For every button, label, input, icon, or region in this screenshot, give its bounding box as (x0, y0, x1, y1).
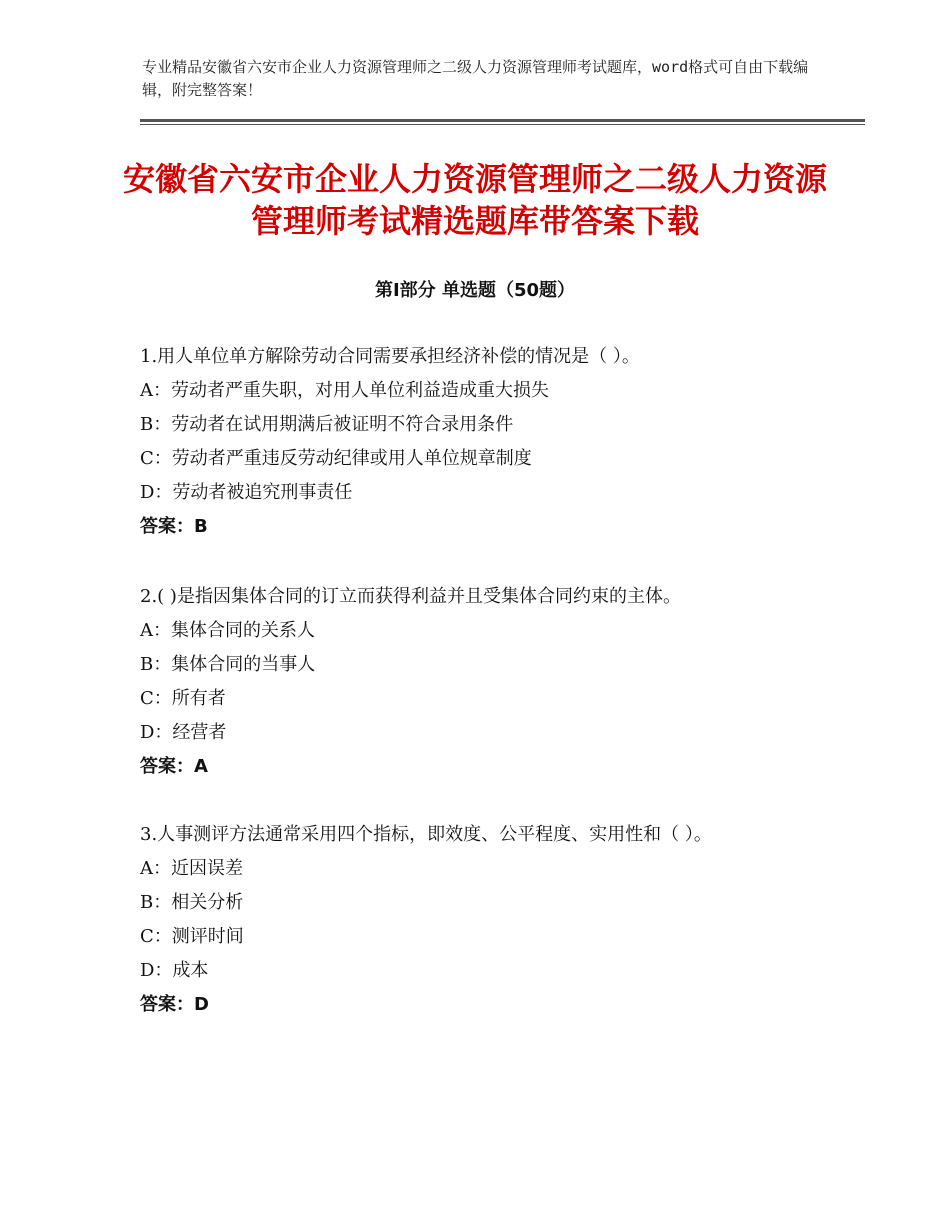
question-stem: 3.人事测评方法通常采用四个指标，即效度、公平程度、实用性和（ ）。 (140, 824, 712, 845)
question-stem: 2.( )是指因集体合同的订立而获得利益并且受集体合同约束的主体。 (140, 586, 681, 607)
option-d: D：成本 (140, 960, 209, 981)
option-c: C：测评时间 (140, 926, 244, 947)
section-title: 第Ⅰ部分 单选题（50题） (374, 280, 575, 301)
option-a: A：近因误差 (140, 858, 243, 879)
option-d: D：经营者 (140, 722, 227, 743)
answer: 答案：A (140, 756, 208, 777)
option-b: B：集体合同的当事人 (140, 654, 316, 675)
option-a: A：集体合同的关系人 (140, 620, 315, 641)
answer: 答案：B (140, 516, 208, 537)
option-b: B：劳动者在试用期满后被证明不符合录用条件 (140, 414, 514, 435)
option-c: C：所有者 (140, 688, 226, 709)
document-title: 安徽省六安市企业人力资源管理师之二级人力资源管理师考试精选题库带答案下载 (122, 160, 827, 240)
question-stem: 1.用人单位单方解除劳动合同需要承担经济补偿的情况是（ ）。 (140, 346, 640, 367)
option-a: A：劳动者严重失职，对用人单位利益造成重大损失 (140, 380, 549, 401)
option-c: C：劳动者严重违反劳动纪律或用人单位规章制度 (140, 448, 532, 469)
question-1 (140, 340, 830, 544)
header-divider-thick (140, 119, 865, 122)
option-b: B：相关分析 (140, 892, 244, 913)
header-note: 专业精品安徽省六安市企业人力资源管理师之二级人力资源管理师考试题库，word格式可自由下载编辑，附完整答案！ (142, 58, 809, 99)
option-d: D：劳动者被追究刑事责任 (140, 482, 353, 503)
question-3 (140, 818, 830, 1022)
answer: 答案：D (140, 994, 209, 1015)
question-2 (140, 580, 830, 784)
header-divider-thin (140, 124, 865, 125)
